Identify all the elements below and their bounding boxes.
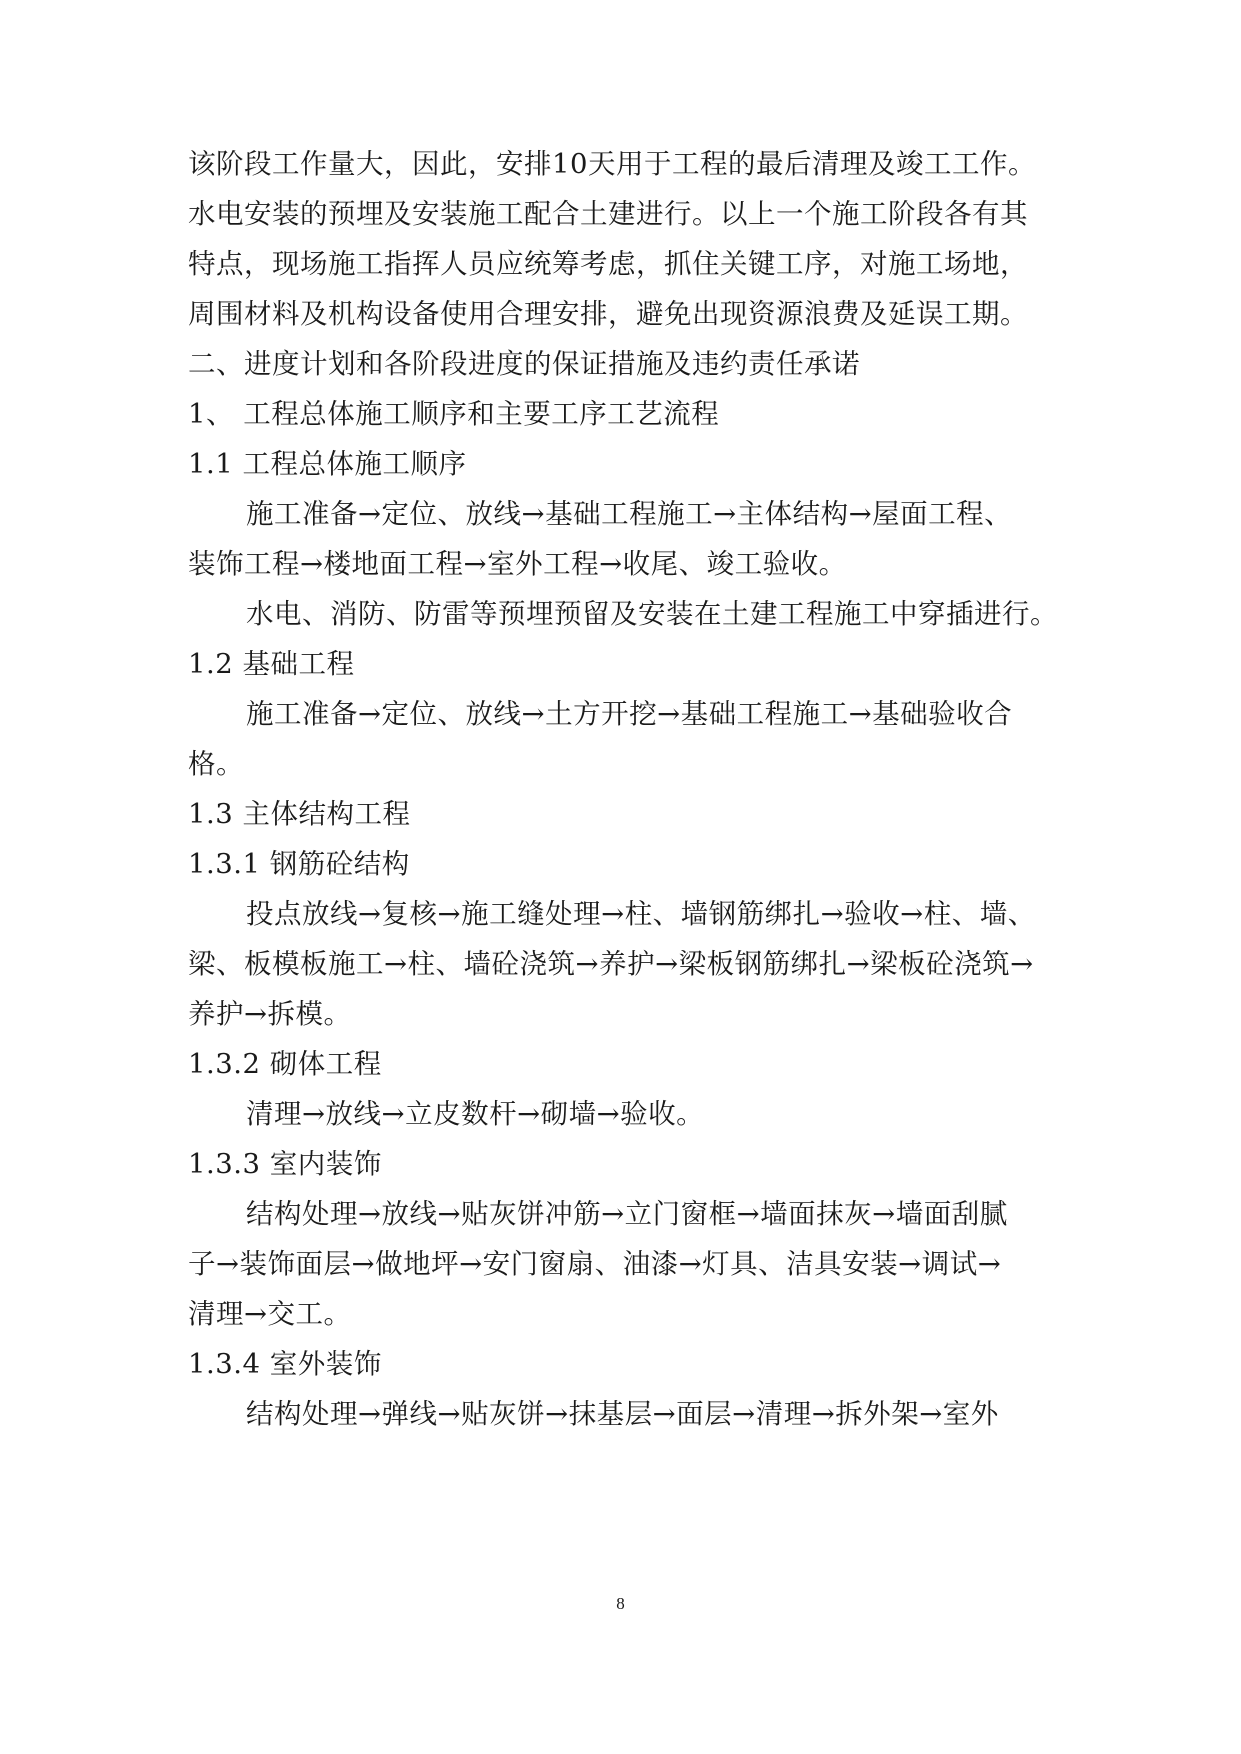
text-line-9: 装饰工程→楼地面工程→室外工程→收尾、竣工验收。 <box>188 548 847 580</box>
heading-1: 1、 工程总体施工顺序和主要工序工艺流程 <box>188 398 720 430</box>
text-line-23: 子→装饰面层→做地坪→安门窗扇、油漆→灯具、洁具安装→调试→ <box>188 1248 1002 1280</box>
text-line-1: 该阶段工作量大，因此，安排10天用于工程的最后清理及竣工工作。 <box>188 148 1036 180</box>
text-line-12: 施工准备→定位、放线→土方开挖→基础工程施工→基础验收合 <box>246 698 1013 730</box>
text-line-24: 清理→交工。 <box>188 1298 352 1330</box>
heading-1-3-3: 1.3.3 室内装饰 <box>188 1148 382 1180</box>
heading-1-3: 1.3 主体结构工程 <box>188 798 411 830</box>
text-line-26: 结构处理→弹线→贴灰饼→抹基层→面层→清理→拆外架→室外 <box>246 1398 999 1430</box>
text-line-8: 施工准备→定位、放线→基础工程施工→主体结构→屋面工程、 <box>246 498 1013 530</box>
page-number: 8 <box>616 1594 625 1613</box>
text-line-10: 水电、消防、防雷等预埋预留及安装在土建工程施工中穿插进行。 <box>246 598 1058 630</box>
text-line-20: 清理→放线→立皮数杆→砌墙→验收。 <box>246 1098 705 1130</box>
heading-1-3-4: 1.3.4 室外装饰 <box>188 1348 382 1380</box>
text-line-2: 水电安装的预埋及安装施工配合土建进行。以上一个施工阶段各有其 <box>188 198 1028 230</box>
text-line-3: 特点，现场施工指挥人员应统筹考虑，抓住关键工序，对施工场地， <box>188 248 1028 280</box>
text-line-18: 养护→拆模。 <box>188 998 352 1030</box>
heading-1-3-1: 1.3.1 钢筋砼结构 <box>188 848 410 880</box>
heading-1-1: 1.1 工程总体施工顺序 <box>188 448 467 480</box>
text-line-4: 周围材料及机构设备使用合理安排，避免出现资源浪费及延误工期。 <box>188 298 1028 330</box>
text-line-16: 投点放线→复核→施工缝处理→柱、墙钢筋绑扎→验收→柱、墙、 <box>246 898 1036 930</box>
text-line-17: 梁、板模板施工→柱、墙砼浇筑→养护→梁板钢筋绑扎→梁板砼浇筑→ <box>188 948 1034 980</box>
section-heading-2: 二、进度计划和各阶段进度的保证措施及违约责任承诺 <box>188 348 860 380</box>
text-line-22: 结构处理→放线→贴灰饼冲筋→立门窗框→墙面抹灰→墙面刮腻 <box>246 1198 1008 1230</box>
heading-1-2: 1.2 基础工程 <box>188 648 355 680</box>
text-line-13: 格。 <box>188 748 244 780</box>
heading-1-3-2: 1.3.2 砌体工程 <box>188 1048 382 1080</box>
